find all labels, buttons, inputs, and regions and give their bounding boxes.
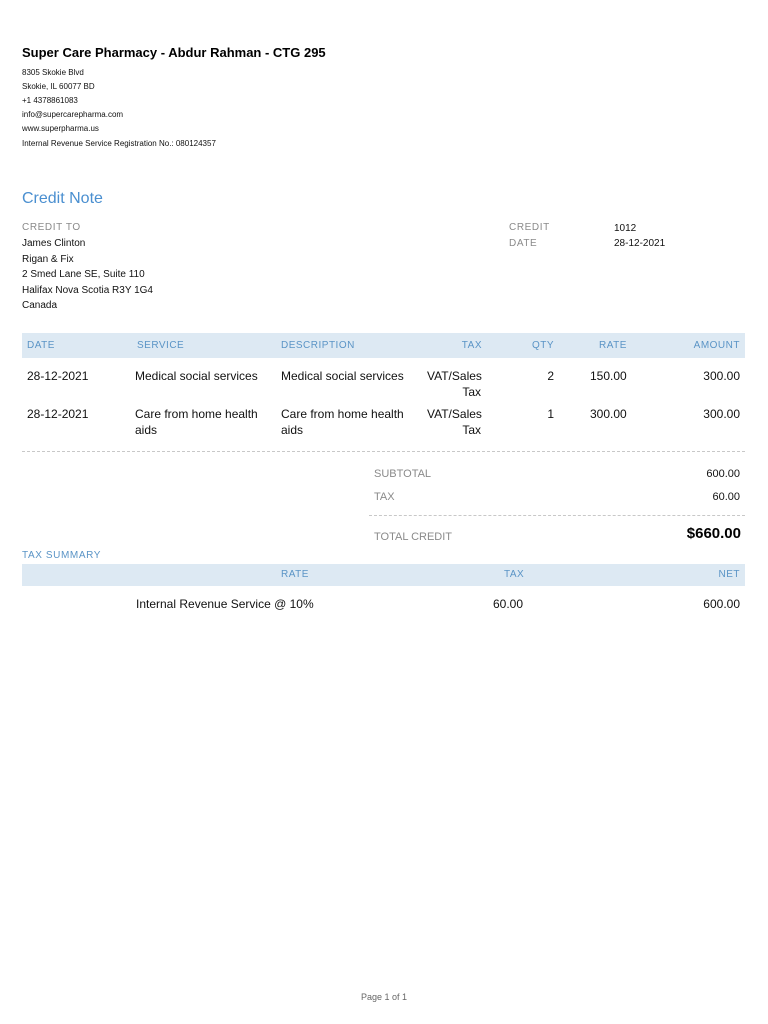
tax-summary-header-rate: RATE xyxy=(281,569,309,580)
tax-summary-row xyxy=(22,596,745,612)
row-description-line: Medical social services xyxy=(281,369,404,383)
col-header-qty: QTY xyxy=(531,340,554,351)
col-header-date: DATE xyxy=(27,340,55,351)
row-description xyxy=(281,406,416,438)
tax-summary-net: 600.00 xyxy=(703,597,740,611)
row-tax-line: Tax xyxy=(462,385,481,399)
tax-total-value: 60.00 xyxy=(712,491,740,503)
tax-summary-header xyxy=(22,564,745,586)
total-credit-label: TOTAL CREDIT xyxy=(374,531,453,543)
row-service-line: Care from home health xyxy=(135,407,258,421)
row-tax xyxy=(413,368,481,400)
document-title: Credit Note xyxy=(22,190,103,207)
company-address-line2: Skokie, IL 60077 BD xyxy=(22,82,95,91)
client-street: 2 Smed Lane SE, Suite 110 xyxy=(22,269,145,280)
client-city: Halifax Nova Scotia R3Y 1G4 xyxy=(22,284,153,296)
client-name: James Clinton xyxy=(22,238,86,249)
company-name: Super Care Pharmacy - Abdur Rahman - CTG 295 xyxy=(22,45,326,60)
items-table-header xyxy=(22,333,745,358)
client-company: Rigan & Fix xyxy=(22,253,74,265)
col-header-service: SERVICE xyxy=(137,340,185,351)
row-service xyxy=(135,368,270,384)
row-qty: 1 xyxy=(547,407,554,421)
tax-summary-title: TAX SUMMARY xyxy=(22,550,102,561)
table-row xyxy=(22,368,745,400)
col-header-description: DESCRIPTION xyxy=(281,340,355,351)
row-tax-line: Tax xyxy=(462,423,481,437)
row-tax-line: VAT/Sales xyxy=(427,407,482,421)
company-registration: Internal Revenue Service Registration No.: 080124357 xyxy=(22,139,216,148)
row-date: 28-12-2021 xyxy=(27,369,89,383)
tax-total-label: TAX xyxy=(374,491,395,503)
credit-to-label: CREDIT TO xyxy=(22,222,81,233)
subtotal-value: 600.00 xyxy=(706,468,740,480)
row-rate: 300.00 xyxy=(590,407,627,421)
row-amount: 300.00 xyxy=(703,407,740,421)
table-row xyxy=(22,406,745,438)
row-service xyxy=(135,406,270,438)
total-credit-value: $660.00 xyxy=(686,525,741,542)
col-header-rate: RATE xyxy=(599,340,627,351)
tax-summary-header-net: NET xyxy=(718,569,740,580)
col-header-amount: AMOUNT xyxy=(693,340,740,351)
credit-number-value: 1012 xyxy=(614,223,637,234)
subtotal-label: SUBTOTAL xyxy=(374,468,432,480)
company-address-line1: 8305 Skokie Blvd xyxy=(22,68,84,77)
row-amount: 300.00 xyxy=(703,369,740,383)
page-number: Page 1 of 1 xyxy=(360,992,408,1002)
row-tax-line: VAT/Sales xyxy=(427,369,482,383)
row-qty: 2 xyxy=(547,369,554,383)
row-tax xyxy=(413,406,481,438)
company-phone: +1 4378861083 xyxy=(22,96,78,105)
row-description-line: aids xyxy=(281,423,304,437)
col-header-tax: TAX xyxy=(461,340,482,351)
tax-summary-rate: Internal Revenue Service @ 10% xyxy=(136,597,314,611)
credit-number-label: CREDIT xyxy=(509,222,550,233)
items-divider xyxy=(22,451,745,452)
date-label: DATE xyxy=(509,238,538,249)
client-country: Canada xyxy=(22,300,58,311)
row-description-line: Care from home health xyxy=(281,407,404,421)
date-value: 28-12-2021 xyxy=(614,238,666,249)
row-date: 28-12-2021 xyxy=(27,407,89,421)
row-description xyxy=(281,368,416,384)
row-rate: 150.00 xyxy=(590,369,627,383)
client-address xyxy=(22,236,153,314)
totals-divider xyxy=(369,515,745,516)
row-service-line: Medical social services xyxy=(135,369,258,383)
company-website: www.superpharma.us xyxy=(22,124,99,133)
tax-summary-tax: 60.00 xyxy=(492,597,523,611)
company-email: info@supercarepharma.com xyxy=(22,110,124,119)
row-service-line: aids xyxy=(135,423,158,437)
tax-summary-header-tax: TAX xyxy=(504,569,525,580)
